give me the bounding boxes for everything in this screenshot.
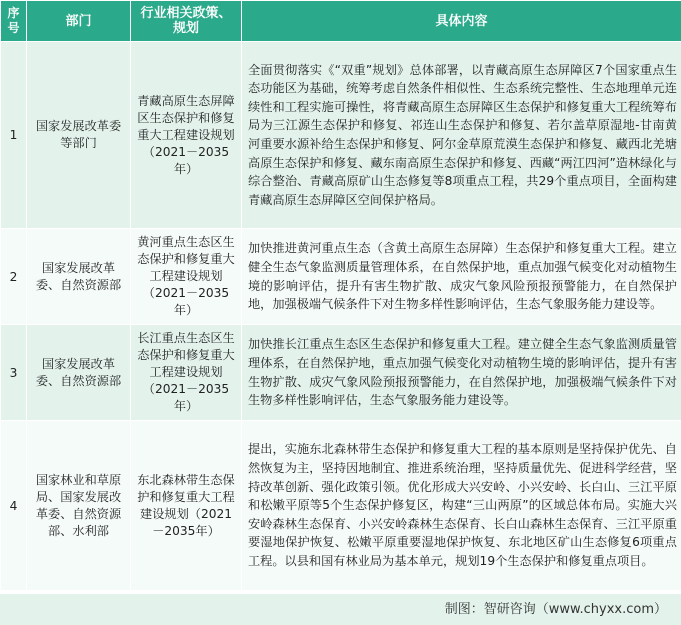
row-dept: 国家林业和草原局、国家发展改革委、自然资源部、水利部: [27, 421, 131, 591]
table-header: [1, 1, 681, 42]
table-row: [1, 421, 681, 591]
row-dept: 国家发展改革委、自然资源部: [27, 325, 131, 421]
row-content: 全面贯彻落实《“双重”规划》总体部署，以青藏高原生态屏障区7个国家重点生态功能区为基础，统筹考虑自然条件相似性、生态系统完整性、生态地理单元连续性和工程实施可操性，将青藏高原生态屏障区生态保护和修复重大工程统筹布局为三江源生态保护和修复、祁连山生态保护和修复、若尔盖草原湿地-甘南黄河重要水源补给生态保护和修复、阿尔金草原荒漠生态保护和修复、藏西北羌塘高原生态保护和修复、藏东南高原生态保护和修复、西藏“两江四河”造林绿化与综合整治、青藏高原矿山生态修复等8项重点工程，共29个重点项目，全面构建青藏高原生态屏障区空间保护格局。: [242, 42, 681, 229]
row-seq: 3: [1, 325, 27, 421]
row-seq: 2: [1, 229, 27, 325]
row-plan: 黄河重点生态区生态保护和修复重大工程建设规划（2021－2035年）: [131, 229, 242, 325]
row-seq: 4: [1, 421, 27, 591]
row-content: 提出，实施东北森林带生态保护和修复重大工程的基本原则是坚持保护优先、自然恢复为主，坚持因地制宜、推进系统治理，坚持质量优先、促进科学经营，坚持改革创新、强化政策引领。优化形成大兴安岭、小兴安岭、长白山、三江平原和松嫩平原等5个生态保护修复区，构建“三山两原”的区域总体布局。实施大兴安岭森林生态保育、小兴安岭森林生态保育、长白山森林生态保育、三江平原重要湿地保护恢复、松嫩平原重要湿地保护恢复、东北地区矿山生态修复6项重点工程。以县和国有林业局为基本单元，规划19个生态保护和修复重点项目。: [242, 421, 681, 591]
source-credit: 制图：智研咨询（www.chyxx.com）: [0, 594, 681, 625]
row-dept: 国家发展改革委等部门: [27, 42, 131, 229]
table-row: [1, 229, 681, 325]
row-content: 加快推进黄河重点生态（含黄土高原生态屏障）生态保护和修复重大工程。建立健全生态气象监测质量管理体系，在自然保护地，重点加强气候变化对动植物生境的影响评估，提升有害生物扩散、成灾气象风险预报预警能力，在自然保护地，加强极端气候条件下对生物多样性影响评估，生态气象服务能力建设等。: [242, 229, 681, 325]
header-seq: 序号: [1, 1, 27, 42]
header-content: 具体内容: [242, 1, 681, 42]
row-plan: 长江重点生态区生态保护和修复重大工程建设规划（2021－2035年）: [131, 325, 242, 421]
table-row: [1, 325, 681, 421]
row-seq: 1: [1, 42, 27, 229]
table-row: [1, 42, 681, 229]
row-plan: 青藏高原生态屏障区生态保护和修复重大工程建设规划（2021－2035年）: [131, 42, 242, 229]
row-content: 加快推长江重点生态区生态保护和修复重大工程。建立健全生态气象监测质量管理体系，在自然保护地，重点加强气候变化对动植物生境的影响评估，提升有害生物扩散、成灾气象风险预报预警能力，在自然保护地，加强极端气候条件下对生物多样性影响评估，生态气象服务能力建设等。: [242, 325, 681, 421]
row-dept: 国家发展改革委、自然资源部: [27, 229, 131, 325]
header-dept: 部门: [27, 1, 131, 42]
header-plan: 行业相关政策、规划: [131, 1, 242, 42]
row-plan: 东北森林带生态保护和修复重大工程建设规划（2021－2035年）: [131, 421, 242, 591]
